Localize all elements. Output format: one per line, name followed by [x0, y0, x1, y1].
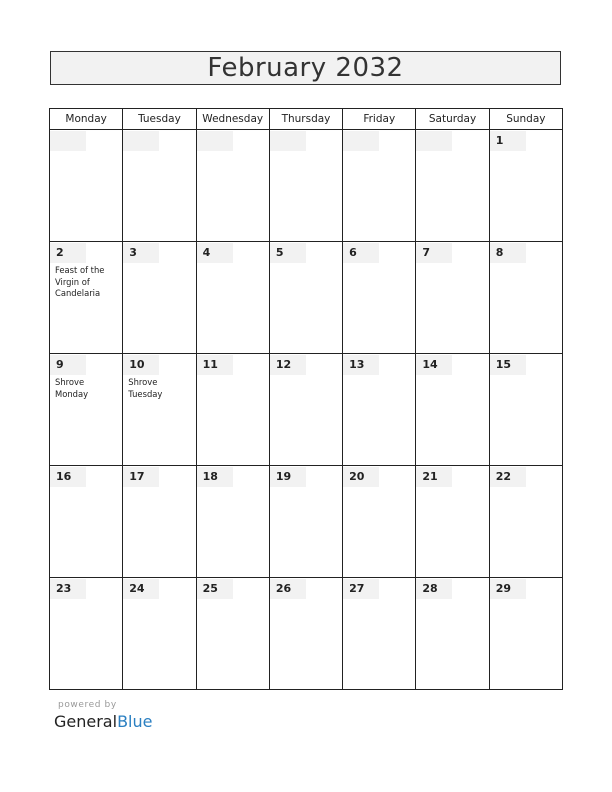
day-number: 23: [50, 579, 86, 599]
day-cell: [196, 242, 269, 354]
day-cell: [416, 242, 489, 354]
day-number: 24: [123, 579, 159, 599]
day-number: [270, 131, 306, 151]
day-cell: [123, 130, 196, 242]
day-number: 15: [490, 355, 526, 375]
day-cell: [269, 242, 342, 354]
day-cell: [269, 130, 342, 242]
brand-general: General: [54, 712, 118, 731]
day-cell: [343, 466, 416, 578]
day-cell: [50, 578, 123, 690]
day-cell: [343, 130, 416, 242]
day-number: 20: [343, 467, 379, 487]
day-cell: [50, 354, 123, 466]
day-number: 17: [123, 467, 159, 487]
day-number: 21: [416, 467, 452, 487]
day-cell: [50, 242, 123, 354]
day-cell: [343, 578, 416, 690]
day-cell: [196, 578, 269, 690]
week-row: [50, 130, 563, 242]
calendar-title: February 2032: [207, 53, 404, 83]
weekday-header: Friday: [343, 109, 416, 130]
brand-blue: Blue: [117, 712, 153, 731]
weekday-header: Tuesday: [123, 109, 196, 130]
day-number: 6: [343, 243, 379, 263]
day-number: 12: [270, 355, 306, 375]
day-cell: [123, 242, 196, 354]
day-number: 27: [343, 579, 379, 599]
week-row: [50, 354, 563, 466]
day-number: 9: [50, 355, 86, 375]
day-number: 8: [490, 243, 526, 263]
day-number: 16: [50, 467, 86, 487]
holiday-label: Shrove Tuesday: [128, 377, 163, 399]
day-number: 22: [490, 467, 526, 487]
week-row: [50, 466, 563, 578]
day-cell: [489, 242, 562, 354]
calendar-title-box: [50, 51, 561, 85]
day-cell: [196, 354, 269, 466]
holiday-label: Shrove Monday: [55, 377, 89, 399]
day-cell: [196, 466, 269, 578]
day-number: 25: [197, 579, 233, 599]
day-number: 19: [270, 467, 306, 487]
day-number: 28: [416, 579, 452, 599]
day-number: [416, 131, 452, 151]
day-number: 14: [416, 355, 452, 375]
powered-by-text: powered by: [58, 700, 117, 710]
day-number: 18: [197, 467, 233, 487]
day-cell: [416, 354, 489, 466]
day-cell: [50, 130, 123, 242]
day-cell: [416, 130, 489, 242]
day-cell: [489, 578, 562, 690]
day-cell: [123, 466, 196, 578]
day-number: 13: [343, 355, 379, 375]
day-cell: [269, 466, 342, 578]
day-cell: [489, 466, 562, 578]
weekday-header: Thursday: [269, 109, 342, 130]
day-number: [197, 131, 233, 151]
day-cell: [343, 242, 416, 354]
day-cell: [269, 578, 342, 690]
calendar-body: [50, 130, 563, 690]
day-number: 29: [490, 579, 526, 599]
day-cell: [123, 578, 196, 690]
week-row: [50, 578, 563, 690]
day-cell: [196, 130, 269, 242]
day-number: 4: [197, 243, 233, 263]
holiday-label: Feast of the Virgin of Candelaria: [55, 265, 105, 298]
calendar-grid: [49, 108, 563, 690]
day-number: 11: [197, 355, 233, 375]
day-number: 26: [270, 579, 306, 599]
weekday-header: Sunday: [489, 109, 562, 130]
day-cell: [343, 354, 416, 466]
day-cell: [269, 354, 342, 466]
day-number: 10: [123, 355, 159, 375]
day-cell: [416, 466, 489, 578]
day-cell: [416, 578, 489, 690]
day-number: [123, 131, 159, 151]
week-row: [50, 242, 563, 354]
day-number: 1: [490, 131, 526, 151]
day-number: 2: [50, 243, 86, 263]
brand-logo: [54, 712, 152, 731]
weekday-header: Saturday: [416, 109, 489, 130]
day-number: 3: [123, 243, 159, 263]
day-number: 7: [416, 243, 452, 263]
weekday-header: Wednesday: [196, 109, 269, 130]
day-cell: [123, 354, 196, 466]
weekday-header-row: [50, 109, 563, 130]
weekday-header: Monday: [50, 109, 123, 130]
day-number: [343, 131, 379, 151]
day-number: 5: [270, 243, 306, 263]
day-number: [50, 131, 86, 151]
day-cell: [489, 130, 562, 242]
day-cell: [489, 354, 562, 466]
day-cell: [50, 466, 123, 578]
